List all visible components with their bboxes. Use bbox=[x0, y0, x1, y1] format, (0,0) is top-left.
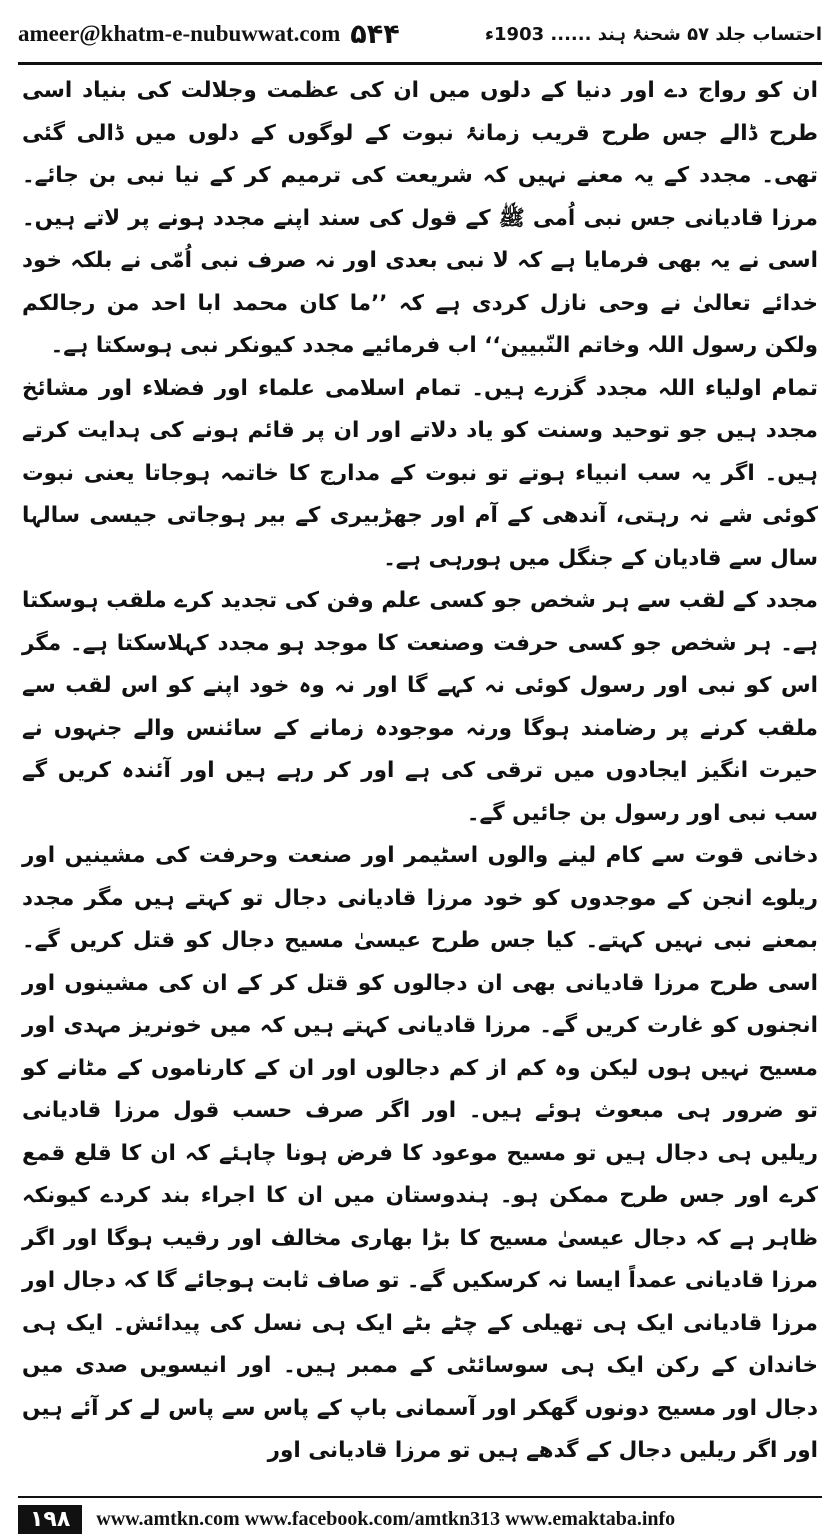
header-left bbox=[18, 19, 400, 50]
body-text bbox=[22, 70, 818, 1463]
paragraph-1: ان کو رواج دے اور دنیا کے دلوں میں ان کی عظمت وجلالت کی بنیاد اسی طرح ڈالے جس طرح قریب زمانۂ نبوت کے لوگوں کے دلوں میں ڈالی گئی تھی۔ مجدد کے یہ معنے نہیں کہ شریعت کی ترمیم کر کے نیا نبی بن جائے۔ مرزا قادیانی جس نبی اُمی ﷺ کے قول کی سند اپنے مجدد ہونے پر لاتے ہیں۔ اسی نے یہ بھی فرمایا ہے کہ لا نبی بعدی اور نہ صرف نبی اُمّی نے بلکہ خود خدائے تعالیٰ نے وحی نازل کردی ہے کہ ’’ما کان محمد ابا احد من رجالکم ولکن رسول اللہ وخاتم النّبیین‘‘ اب فرمائیے مجدد کیونکر نبی ہوسکتا ہے۔ bbox=[22, 78, 818, 358]
page-header bbox=[18, 8, 822, 60]
footer-page-box: ۱۹۸ bbox=[18, 1505, 82, 1534]
header-page-number: ۵۴۴ bbox=[350, 18, 400, 50]
paragraph-2: تمام اولیاء اللہ مجدد گزرے ہیں۔ تمام اسلامی علماء اور فضلاء اور مشائخ مجدد ہیں جو توحید وسنت کو یاد دلاتے اور ان پر قائم ہونے کی ہدایت کرتے ہیں۔ اگر یہ سب انبیاء ہوتے تو نبوت کے مدارج کا خاتمہ ہوجاتا یعنی نبوت کوئی شے نہ رہتی، آندھی کے آم اور جھڑبیری کے بیر ہوجاتی جیسی سالہا سال سے قادیان کے جنگل میں ہورہی ہے۔ bbox=[22, 375, 818, 571]
header-email[interactable]: ameer@khatm-e-nubuwwat.com bbox=[18, 21, 341, 46]
paragraph-4: دخانی قوت سے کام لینے والوں اسٹیمر اور صنعت وحرفت کی مشینیں اور ریلوے انجن کے موجدوں کو خود مرزا قادیانی دجال تو کہتے ہیں مگر مجدد بمعنے نبی نہیں کہتے۔ کیا جس طرح عیسیٰ مسیح دجال کو قتل کریں گے۔ اسی طرح مرزا قادیانی بھی ان دجالوں کو قتل کر کے ان کی مشینوں اور انجنوں کو غارت کریں گے۔ مرزا قادیانی کہتے ہیں کہ میں خونریز مہدی اور مسیح نہیں ہوں لیکن وہ کم از کم دجالوں اور ان کے کارناموں کے مٹانے کو تو ضرور ہی مبعوث ہوئے ہیں۔ اور اگر صرف حسب قول مرزا قادیانی ریلیں ہی دجال ہیں تو مسیح موعود کا فرض ہونا چاہئے کہ ان کا قلع قمع کرے اور جس طرح ممکن ہو۔ ہندوستان میں ان کا اجراء بند کردے کیونکہ ظاہر ہے کہ دجال عیسیٰ مسیح کا بڑا بھاری مخالف اور رقیب ہوگا اور اگر مرزا قادیانی عمداً ایسا نہ کرسکیں گے۔ تو صاف ثابت ہوجائے گا کہ دجال اور مرزا قادیانی ایک ہی تھیلی کے چٹے بٹے ایک ہی نسل کی پیدائش۔ ایک ہی خاندان کے رکن ایک ہی سوسائٹی کے ممبر ہیں۔ اور انیسویں صدی میں دجال اور مسیح دونوں گھکر اور آسمانی باپ کے پاس سے پاس لے کر آئے ہیں اور اگر ریلیں دجال کے گدھے ہیں تو مرزا قادیانی اور bbox=[22, 843, 818, 1463]
header-divider bbox=[18, 62, 822, 65]
footer-divider bbox=[18, 1496, 822, 1498]
page-footer bbox=[18, 1500, 822, 1538]
paragraph-3: مجدد کے لقب سے ہر شخص جو کسی علم وفن کی تجدید کرے ملقب ہوسکتا ہے۔ ہر شخص جو کسی حرفت وصنعت کا موجد ہو مجدد کہلاسکتا ہے۔ مگر اس کو نبی اور رسول کوئی نہ کہے گا اور نہ وہ خود اپنے کو اس لقب سے ملقب کرنے پر رضامند ہوگا ورنہ موجودہ زمانے کے سائنس والے جنہوں نے حیرت انگیز ایجادوں میں ترقی کی ہے اور کر رہے ہیں اور آئندہ کریں گے سب نبی اور رسول بن جائیں گے۔ bbox=[22, 588, 818, 826]
footer-links[interactable]: www.amtkn.com www.facebook.com/amtkn313 www.emaktaba.info bbox=[96, 1507, 676, 1530]
header-volume-info: احتساب جلد ۵۷ شحنۂ ہند ...... 1903ء bbox=[484, 23, 822, 45]
